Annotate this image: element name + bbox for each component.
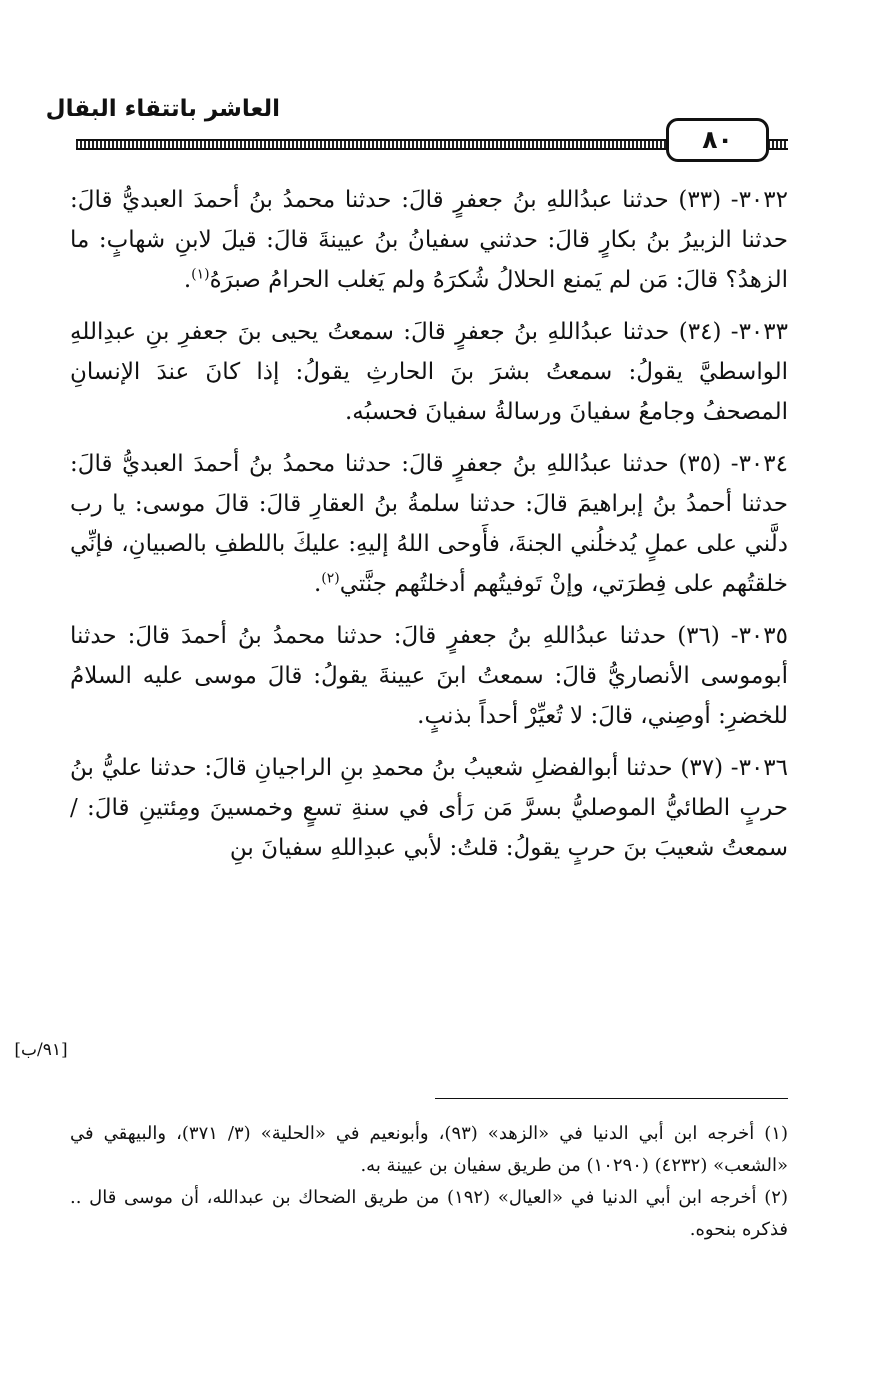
footnote-ref: (١) [191, 266, 210, 283]
main-text [70, 180, 788, 880]
hadith-text: حدثنا عبدُاللهِ بنُ جعفرٍ قالَ: حدثنا محمدُ بنُ أحمدَ قالَ: حدثنا أبوموسى الأنصاريُّ قالَ: سمعتُ ابنَ عيينةَ يقولُ: قالَ موسى عليه السلامُ للخضرِ: أوصِني، قالَ: لا تُعيِّرْ أحداً بذنبٍ. [70, 623, 788, 729]
hadith-3034 [70, 444, 788, 604]
footnotes [70, 1118, 788, 1246]
hadith-3036 [70, 748, 788, 868]
hadith-end: . [313, 571, 322, 597]
hadith-number: ٣٠٣٣- (٣٤) [678, 319, 788, 345]
hadith-number: ٣٠٣٢- (٣٣) [678, 187, 788, 213]
hadith-number: ٣٠٣٤- (٣٥) [678, 451, 788, 477]
footnote-ref: (٢) [321, 570, 340, 587]
footnote-1: (١) أخرجه ابن أبي الدنيا في «الزهد» (٩٣)، وأبونعيم في «الحلية» (٣/ ٣٧١)، والبيهقي في «الشعب» (٤٢٣٢) (١٠٢٩٠) من طريق سفيان بن عيينة به. [70, 1123, 788, 1176]
manuscript-folio-note: [٩١/ب] [14, 1040, 68, 1060]
hadith-end: . [183, 267, 192, 293]
hadith-3035 [70, 616, 788, 736]
hadith-text: حدثنا عبدُاللهِ بنُ جعفرٍ قالَ: حدثنا محمدُ بنُ أحمدَ العبديُّ قالَ: حدثنا الزبيرُ بنُ بكارٍ قالَ: حدثني سفيانُ بنُ عيينةَ قالَ: قيلَ لابنِ شهابٍ: ما الزهدُ؟ قالَ: مَن لم يَمنع الحلالُ شُكرَهُ ولم يَغلب الحرامُ صبرَهُ [70, 187, 788, 293]
hadith-3032 [70, 180, 788, 300]
footnote-divider [435, 1098, 788, 1099]
page-number: ٨٠ [666, 118, 769, 162]
running-title: العاشر باتتقاء البقال [45, 96, 280, 122]
hadith-text: حدثنا عبدُاللهِ بنُ جعفرٍ قالَ: سمعتُ يحيى بنَ جعفرِ بنِ عبدِاللهِ الواسطيَّ يقولُ: سمعتُ بشرَ بنَ الحارثِ يقولُ: إذا كانَ عندَ الإنسانِ المصحفُ وجامعُ سفيانَ ورسالةُ سفيانَ فحسبُه. [70, 319, 788, 425]
hadith-3033 [70, 312, 788, 432]
hadith-text: حدثنا عبدُاللهِ بنُ جعفرٍ قالَ: حدثنا محمدُ بنُ أحمدَ العبديُّ قالَ: حدثنا أحمدُ بنُ إبراهيمَ قالَ: حدثنا سلمةُ بنُ العقارِ قالَ: قالَ موسى: يا رب دلَّني على عملٍ يُدخلُني الجنةَ، فأَوحى اللهُ إليهِ: عليكَ باللطفِ بالصبيانِ، فإنِّي خلقتُهم على فِطرَتي، وإنْ تَوفيتُهم أدخلتُهم جنَّتي [70, 451, 788, 597]
hadith-number: ٣٠٣٦- (٣٧) [680, 755, 789, 781]
hadith-text: حدثنا أبوالفضلِ شعيبُ بنُ محمدِ بنِ الراجيانِ قالَ: حدثنا عليُّ بنُ حربٍ الطائيُّ الموصليُّ بسرَّ مَن رَأى في سنةِ تسعٍ وخمسينَ ومِئتينِ قالَ: / سمعتُ شعيبَ بنَ حربٍ يقولُ: قلتُ: لأبي عبدِاللهِ سفيانَ بنِ [70, 755, 788, 861]
footnote-2: (٢) أخرجه ابن أبي الدنيا في «العيال» (١٩٢) من طريق الضحاك بن عبدالله، أن موسى قال .. فذكره بنحوه. [70, 1187, 788, 1240]
hadith-number: ٣٠٣٥- (٣٦) [677, 623, 788, 649]
